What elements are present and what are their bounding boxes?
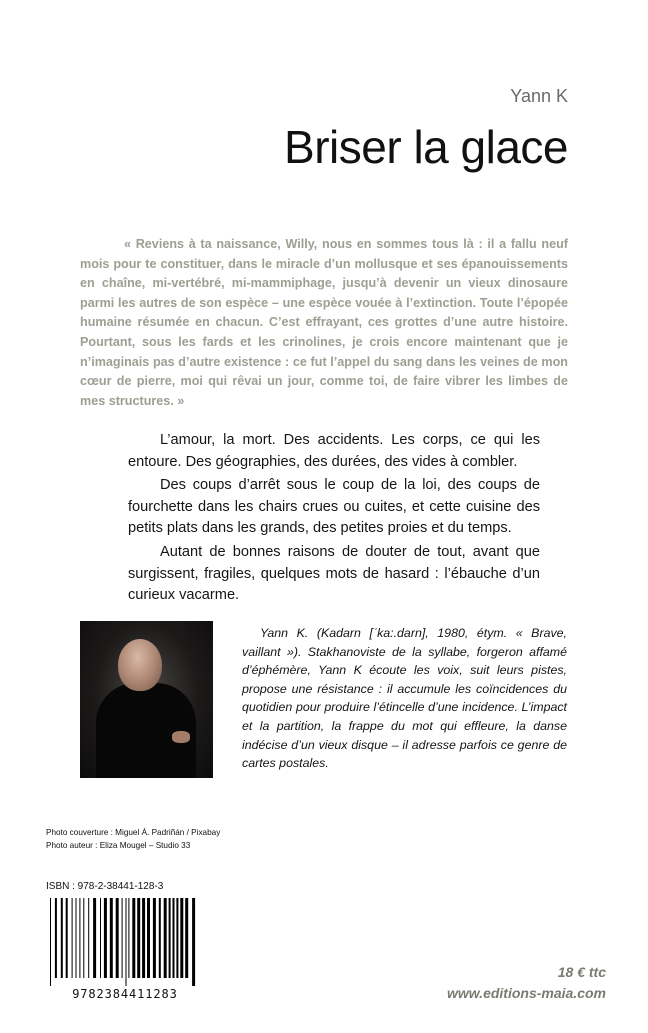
price: 18 € ttc xyxy=(557,964,606,980)
barcode-bar xyxy=(180,898,183,978)
barcode-bar xyxy=(61,898,63,978)
barcode-bar xyxy=(55,898,57,978)
author-photo xyxy=(80,621,213,778)
barcode-bar xyxy=(176,898,178,978)
barcode-icon xyxy=(46,898,204,986)
barcode-bar xyxy=(159,898,161,978)
barcode-bar xyxy=(153,898,156,978)
excerpt-quote: « Reviens à ta naissance, Willy, nous en sommes tous là : il a fallu neuf mois pour te constituer, dans le miracle d’un mollusque et ses épanouissements en chaîne, mi-vertébré, mi-mammiphage, jusqu’à devenir un vieux dinosaure parmi les autres de son espèce – une espèce vouée à l’extinction. Toute l’épopée humaine résumée en chacun. C’est effrayant, ces grottes d’une autre histoire. Pourtant, sous les fards et les crinolines, je crois encore maintenant que je n’imaginais pas d’autre existence : ce fut l’appel du sang dans les veines de mon cœur de pierre, moi qui rêvai un jour, comme toi, de faire vibrer les limbes de mes structures. » xyxy=(80,237,568,408)
barcode-bar xyxy=(50,898,51,986)
barcode-bar xyxy=(83,898,84,978)
barcode-bar xyxy=(185,898,188,978)
barcode-bar xyxy=(76,898,77,978)
barcode-bar xyxy=(173,898,175,978)
barcode-bar xyxy=(132,898,135,978)
cover-credit: Photo couverture : Miguel Á. Padriñán / Pixabay xyxy=(46,828,221,837)
author-photo-head xyxy=(118,639,162,691)
synopsis-paragraph: L’amour, la mort. Des accidents. Les corps, ce qui les entoure. Des géographies, des durées, des vides à combler. xyxy=(128,432,540,470)
barcode-bar xyxy=(88,898,89,978)
barcode-bar xyxy=(116,898,119,978)
barcode-bar xyxy=(72,898,73,978)
barcode-bar xyxy=(137,898,140,978)
barcode-bar xyxy=(147,898,150,978)
barcode-bar xyxy=(169,898,171,978)
book-title: Briser la glace xyxy=(284,121,568,173)
synopsis-paragraph: Autant de bonnes raisons de douter de tout, avant que surgissent, fragiles, quelques mots de hasard : l’ébauche d’un curieux vacarme. xyxy=(128,543,540,604)
isbn-label: ISBN : 978-2-38441-128-3 xyxy=(46,881,164,892)
photo-credits xyxy=(46,826,220,852)
barcode-bar xyxy=(110,898,113,978)
barcode-bar xyxy=(164,898,167,978)
barcode-digits: 9782384411283 xyxy=(72,987,178,1001)
barcode-bar xyxy=(128,898,129,978)
barcode-bar xyxy=(79,898,80,978)
barcode-bar xyxy=(100,898,101,978)
barcode xyxy=(46,898,204,1000)
barcode-bar xyxy=(93,898,96,978)
author-photo-hand xyxy=(172,731,190,743)
synopsis xyxy=(128,430,540,609)
barcode-bar xyxy=(192,898,195,986)
author-name: Yann K xyxy=(510,86,568,106)
author-bio: Yann K. (Kadarn [ˈka:.darn], 1980, étym. « Brave, vaillant »). Stakhanoviste de la syllabe, forgeron affamé d’éphémère, Yann K écoute les voix, suit leurs pistes, propose une résistance : il accumule les coïncidences du quotidien pour produire l’étincelle d’une incidence. L’impact et la partition, la frappe du mot qui effleure, la danse indécise d’un vieux disque – il adresse parfois ce genre de cartes postales. xyxy=(242,626,567,771)
synopsis-paragraph: Des coups d’arrêt sous le coup de la loi, des coups de fourchette dans les chairs crues ou cuites, et cette cuisine des petits plats dans les grands, des petites proies et du temps. xyxy=(128,477,540,537)
barcode-bar xyxy=(142,898,145,978)
barcode-bar xyxy=(122,898,123,978)
barcode-bar xyxy=(66,898,68,978)
publisher-website[interactable]: www.editions-maia.com xyxy=(447,985,606,1001)
author-photo-credit: Photo auteur : Eliza Mougel – Studio 33 xyxy=(46,841,191,850)
barcode-bar xyxy=(126,898,127,986)
barcode-bar xyxy=(104,898,107,978)
